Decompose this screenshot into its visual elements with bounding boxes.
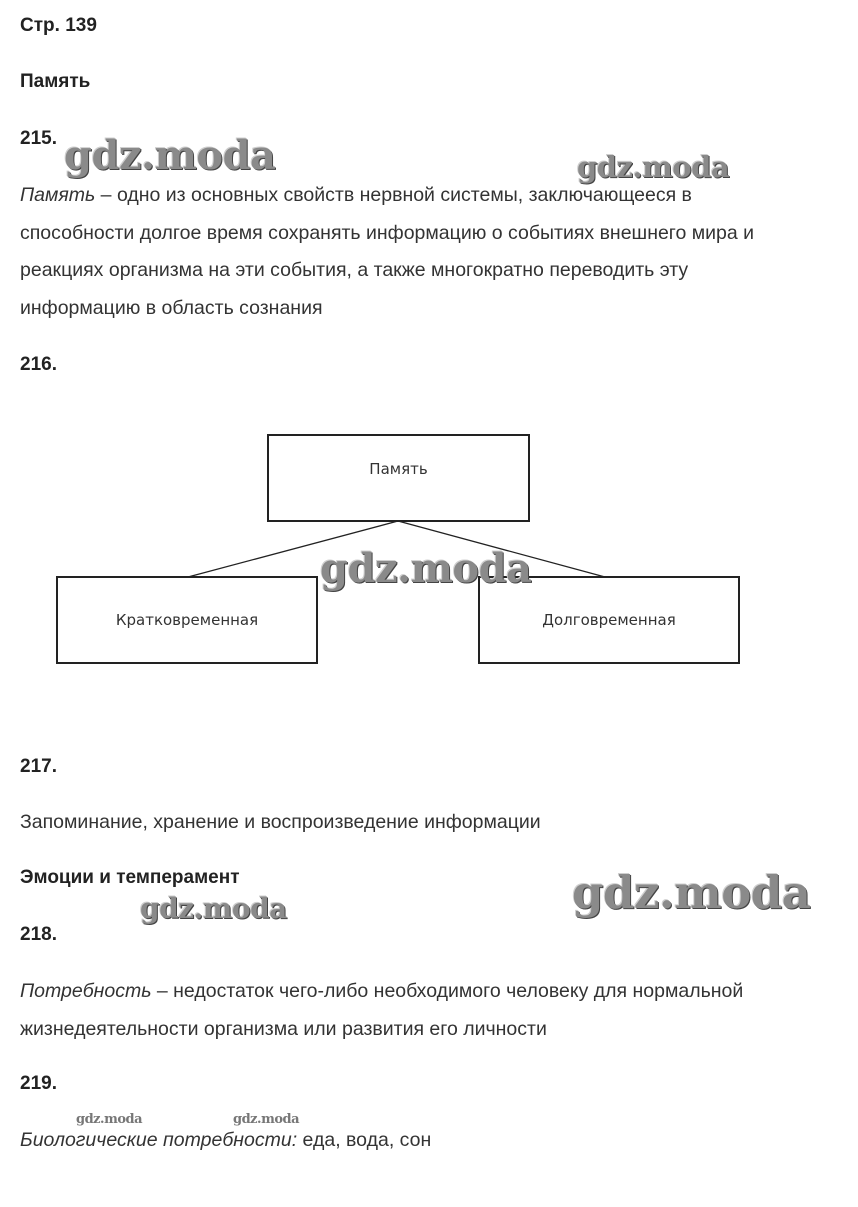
watermark: gdz.moda (64, 132, 276, 179)
watermark: gdz.moda (76, 1112, 143, 1127)
answer-217: Запоминание, хранение и воспроизведение информации (20, 811, 541, 833)
term-need: Потребность (20, 980, 152, 1002)
question-number-215: 215. (20, 128, 57, 149)
diagram-node-memory (267, 434, 530, 522)
answer-215-line-4: информацию в область сознания (20, 296, 323, 319)
watermark: gdz.moda (577, 150, 730, 184)
question-number-217: 217. (20, 756, 57, 777)
term-biological-needs: Биологические потребности: (20, 1129, 298, 1151)
diagram-node-short-term-label: Кратковременная (115, 611, 259, 629)
section-title-emotions: Эмоции и темперамент (20, 867, 240, 888)
diagram-node-long-term-label: Долговременная (542, 611, 676, 629)
watermark: gdz.moda (140, 892, 287, 925)
section-title-memory: Память (20, 71, 91, 92)
diagram-node-short-term (56, 576, 318, 664)
question-number-216: 216. (20, 354, 57, 375)
page-label: Стр. 139 (20, 15, 97, 36)
answer-215-line-1: – одно из основных свойств нервной системы, заключающееся в (95, 184, 692, 206)
answer-218 (20, 973, 743, 1048)
question-number-219: 219. (20, 1073, 57, 1094)
answer-215-line-2: способности долгое время сохранять информацию о событиях внешнего мира и (20, 221, 755, 244)
watermark: gdz.moda (233, 1112, 300, 1127)
answer-218-line-1: – недостаток чего-либо необходимого человеку для нормальной (151, 980, 744, 1002)
watermark: gdz.moda (320, 545, 532, 592)
question-number-218: 218. (20, 924, 57, 945)
term-memory: Память (20, 184, 96, 206)
answer-219-value: еда, вода, сон (297, 1129, 432, 1151)
answer-219 (20, 1129, 431, 1152)
answer-218-line-2: жизнедеятельности организма или развития его личности (20, 1017, 547, 1040)
diagram-node-memory-label: Память (369, 460, 428, 478)
watermark: gdz.moda (572, 866, 811, 919)
answer-215-line-3: реакциях организма на эти события, а также многократно переводить эту (20, 259, 689, 281)
